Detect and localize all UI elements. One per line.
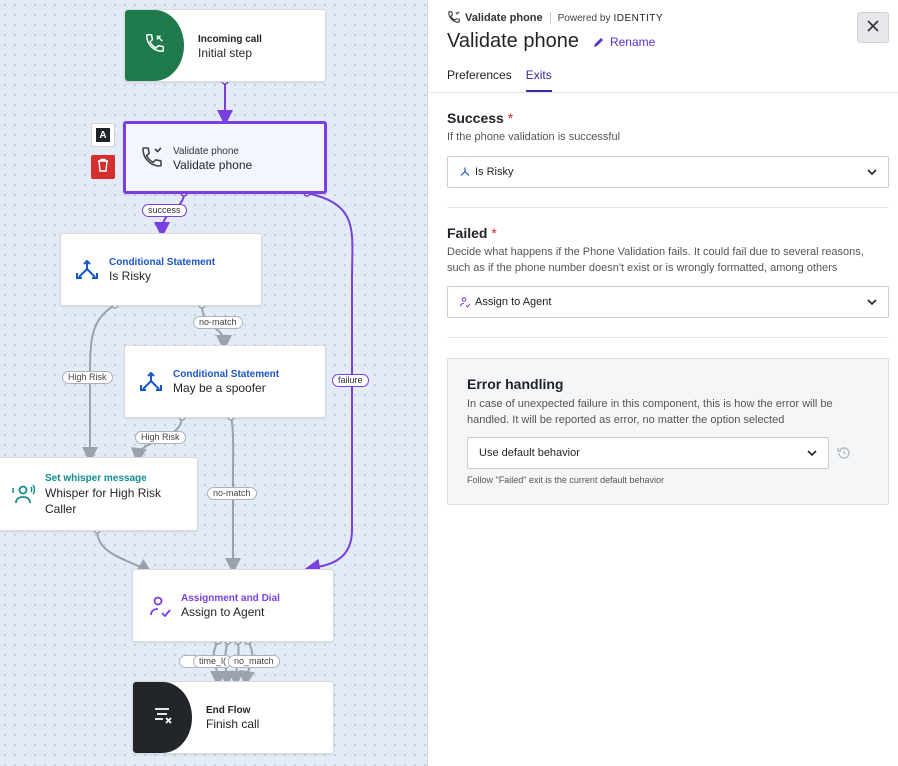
node-name-label: May be a spoofer bbox=[173, 381, 266, 395]
phone-validate-icon bbox=[140, 145, 164, 169]
brand-logo: IDENTITY bbox=[613, 12, 664, 24]
success-exit-value: Is Risky bbox=[475, 166, 514, 178]
error-behavior-select[interactable] bbox=[467, 437, 829, 469]
node-conditional-is-risky[interactable] bbox=[60, 233, 262, 306]
error-handling-description: In case of unexpected failure in this component, this is how the error will be handled. It will be reported as error, no matter the option selected bbox=[467, 398, 833, 426]
phone-validate-icon bbox=[447, 10, 461, 27]
phone-incoming-icon bbox=[144, 32, 166, 59]
required-marker: * bbox=[507, 110, 514, 126]
node-type-label: Conditional Statement bbox=[109, 257, 216, 268]
breadcrumb-divider bbox=[550, 12, 551, 24]
chevron-down-icon bbox=[866, 166, 878, 181]
required-marker: * bbox=[491, 225, 497, 241]
error-behavior-value: Use default behavior bbox=[479, 447, 580, 459]
section-divider bbox=[447, 337, 889, 338]
node-incoming-call[interactable] bbox=[124, 9, 326, 82]
chevron-down-icon bbox=[806, 447, 818, 462]
edge-label-high-risk[interactable]: High Risk bbox=[135, 431, 186, 444]
success-section-title bbox=[447, 110, 513, 126]
reset-icon[interactable] bbox=[837, 446, 851, 465]
powered-by-label: Powered by bbox=[557, 12, 611, 24]
tab-exits[interactable]: Exits bbox=[526, 68, 552, 92]
node-name-label: Finish call bbox=[206, 717, 260, 731]
node-type-label: Validate phone bbox=[173, 146, 239, 157]
conditional-split-icon bbox=[459, 166, 471, 178]
conditional-split-icon bbox=[75, 259, 99, 281]
edge-label-no-match[interactable]: no-match bbox=[207, 487, 257, 500]
edge-label-success[interactable]: success bbox=[142, 204, 187, 217]
success-title-text: Success bbox=[447, 110, 504, 126]
node-type-label: Set whisper message bbox=[45, 473, 147, 484]
delete-node-button[interactable] bbox=[91, 155, 115, 179]
end-flow-icon bbox=[151, 704, 175, 731]
breadcrumb-component: Validate phone bbox=[465, 12, 543, 24]
flow-canvas[interactable] bbox=[0, 0, 428, 766]
edge-label-timeout[interactable]: time_l( bbox=[193, 655, 232, 668]
section-divider bbox=[447, 207, 889, 208]
node-validate-phone[interactable] bbox=[123, 121, 327, 194]
node-type-label: Assignment and Dial bbox=[181, 593, 280, 604]
failed-exit-value: Assign to Agent bbox=[475, 296, 552, 308]
edge-whisper-assign bbox=[97, 530, 146, 570]
trash-icon bbox=[97, 158, 109, 177]
annotate-button[interactable] bbox=[91, 123, 115, 147]
rename-label: Rename bbox=[609, 34, 656, 49]
edge-label-no-match[interactable]: no-match bbox=[193, 316, 243, 329]
pencil-icon bbox=[593, 36, 605, 48]
node-whisper-message[interactable] bbox=[0, 457, 198, 531]
node-incoming-icon-bg bbox=[125, 10, 184, 81]
node-name-label: Is Risky bbox=[109, 269, 151, 283]
node-name-label: Initial step bbox=[198, 46, 253, 60]
success-description: If the phone validation is successful bbox=[447, 131, 621, 143]
node-end-icon-bg bbox=[133, 682, 192, 753]
whisper-icon bbox=[11, 483, 35, 505]
panel-tabs bbox=[447, 68, 566, 92]
edge-label-no-match[interactable]: no_match bbox=[228, 655, 280, 668]
node-conditional-spoofer[interactable] bbox=[124, 345, 326, 418]
edge-label-failure[interactable]: failure bbox=[332, 374, 369, 387]
tabs-divider bbox=[428, 92, 898, 93]
node-type-label: Conditional Statement bbox=[173, 369, 280, 380]
close-icon bbox=[867, 19, 879, 37]
conditional-split-icon bbox=[139, 371, 163, 393]
rename-button[interactable] bbox=[593, 35, 655, 49]
assign-agent-icon bbox=[148, 595, 172, 617]
node-end-flow[interactable] bbox=[132, 681, 334, 754]
breadcrumb bbox=[447, 10, 663, 26]
node-type-label: Incoming call bbox=[198, 34, 262, 45]
tab-preferences[interactable]: Preferences bbox=[447, 68, 512, 82]
error-handling-box bbox=[447, 358, 889, 505]
node-name-label: Validate phone bbox=[173, 158, 253, 172]
failed-exit-select[interactable] bbox=[447, 286, 889, 318]
node-type-label: End Flow bbox=[206, 705, 251, 716]
node-name-label: Whisper for High Risk Caller bbox=[45, 486, 162, 516]
failed-section-title bbox=[447, 225, 497, 241]
page-title: Validate phone bbox=[447, 30, 579, 52]
properties-panel bbox=[428, 0, 898, 766]
failed-title-text: Failed bbox=[447, 225, 488, 241]
success-exit-select[interactable] bbox=[447, 156, 889, 188]
chevron-down-icon bbox=[866, 296, 878, 311]
error-handling-title: Error handling bbox=[467, 376, 564, 392]
assign-agent-icon bbox=[459, 296, 471, 308]
edge-label-high-risk[interactable]: High Risk bbox=[62, 371, 113, 384]
annotate-icon: A bbox=[96, 128, 110, 142]
error-behavior-help: Follow "Failed" exit is the current default behavior bbox=[467, 475, 664, 485]
node-name-label: Assign to Agent bbox=[181, 605, 265, 619]
node-assignment-dial[interactable] bbox=[132, 569, 334, 642]
close-button[interactable] bbox=[857, 12, 889, 43]
failed-description: Decide what happens if the Phone Validation fails. It could fail due to several reasons, such as if the phone number doesn't exist or is wrongly formatted, among others bbox=[447, 246, 864, 274]
